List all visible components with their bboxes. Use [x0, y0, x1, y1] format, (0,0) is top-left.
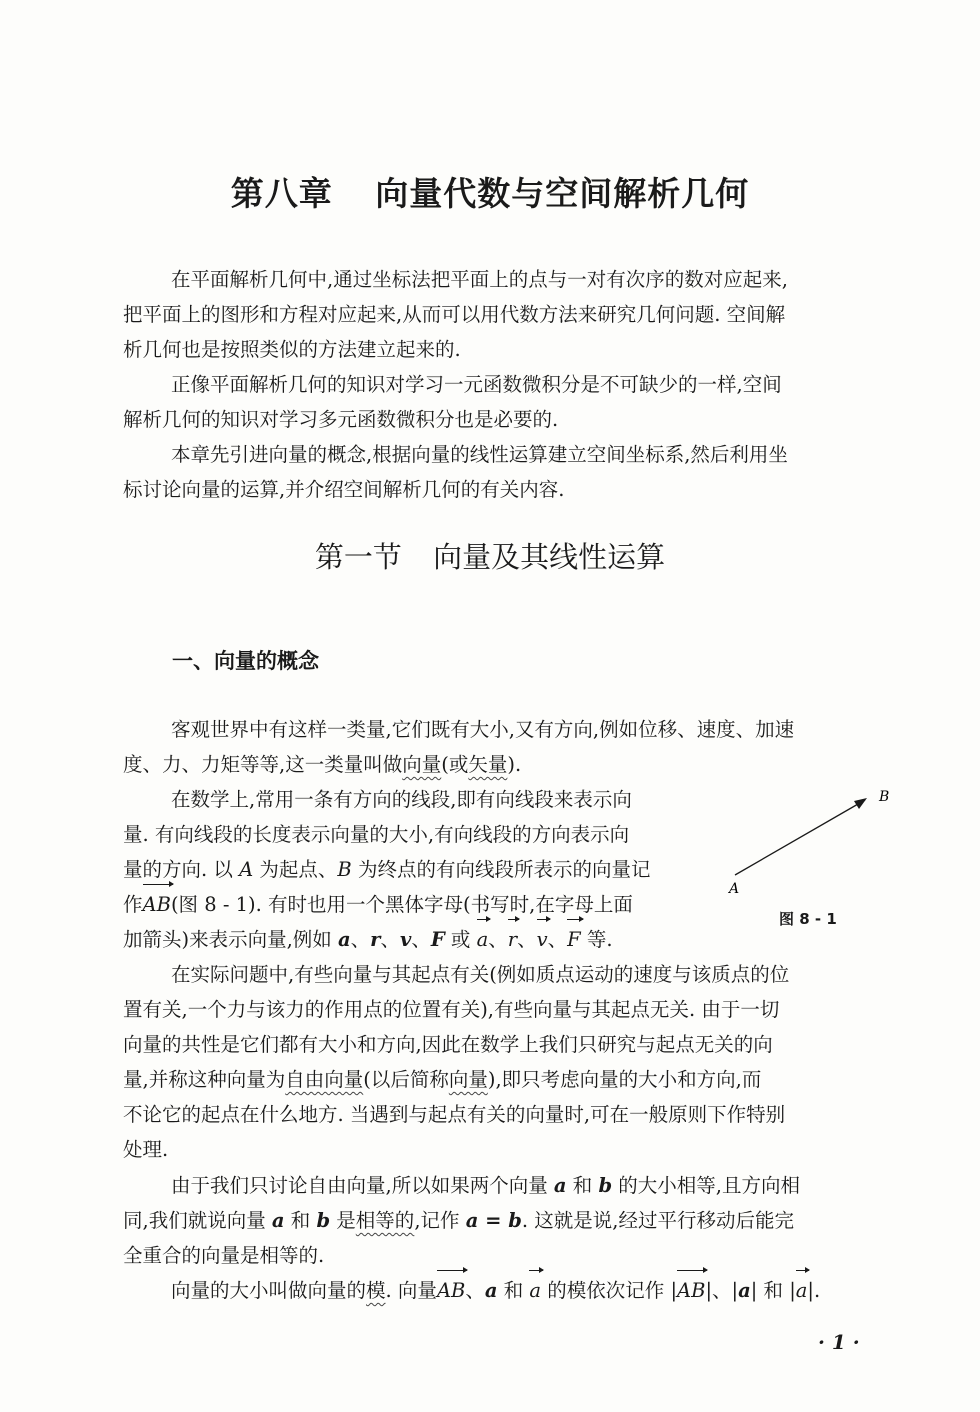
bold-vector-a: a	[553, 1174, 567, 1197]
arrow-vector-v: v	[537, 922, 548, 957]
vector-ab: AB	[143, 887, 171, 922]
text-run: 作	[123, 893, 143, 916]
text-line: 标讨论向量的运算,并介绍空间解析几何的有关内容.	[123, 478, 565, 501]
text-run: 等.	[580, 928, 613, 951]
text-run: (以后简称	[363, 1068, 449, 1091]
text-line: 析几何也是按照类似的方法建立起来的.	[123, 338, 461, 361]
text-run: 量,并称这种向量为	[123, 1068, 286, 1091]
text-run: 、	[465, 1279, 485, 1302]
vector-ab-modulus: AB	[677, 1273, 705, 1308]
text-run: 加箭头)来表示向量,例如	[123, 928, 339, 951]
paragraph-free-vector	[123, 957, 908, 1167]
arrow-vector-a-modulus: a	[796, 1273, 808, 1308]
bold-vector-a: a	[338, 928, 351, 951]
text-run: 的大小相等,且方向相	[612, 1174, 800, 1197]
text-run: . 向量	[385, 1279, 437, 1302]
term-equal: 相等的	[355, 1209, 415, 1232]
text-line: 客观世界中有这样一类量,它们既有大小,又有方向,例如位移、速度、加速	[171, 718, 795, 741]
text-run: 和	[566, 1174, 599, 1197]
bold-vector-r: r	[370, 928, 381, 951]
paragraph-vector-definition	[123, 712, 908, 782]
term-free-vector: 自由向量	[285, 1068, 364, 1091]
text-run: ).	[507, 753, 522, 776]
text-run: 由于我们只讨论自由向量,所以如果两个向量	[171, 1174, 554, 1197]
text-line: 加箭头)来表示向量,例如 a、r、v、F 或 a、r、v、F 等.	[123, 922, 723, 957]
text-line: 本章先引进向量的概念,根据向量的线性运算建立空间坐标系,然后利用坐	[171, 443, 788, 466]
page-number: · 1 ·	[818, 1330, 860, 1354]
paragraph-modulus	[123, 1273, 908, 1308]
text-line: 在平面解析几何中,通过坐标法把平面上的点与一对有次序的数对应起来,	[171, 268, 788, 291]
figure-label-b: B	[879, 789, 890, 805]
bold-vector-b: b	[598, 1174, 613, 1197]
text-run: 同,我们就说向量	[123, 1209, 272, 1232]
text-run: 为起点、	[253, 858, 338, 881]
bold-vector-a-modulus: a	[738, 1279, 751, 1302]
text-run: ),即只考虑向量的大小和方向,而	[487, 1068, 762, 1091]
text-line	[123, 1203, 908, 1238]
equation-a-equals-b: a = b	[465, 1209, 522, 1232]
text-run: (图 8 - 1). 有时也用一个黑体字母(书写时,在字母上面	[170, 893, 633, 916]
chapter-title: 第八章 向量代数与空间解析几何	[230, 174, 750, 213]
intro-paragraph-2	[123, 367, 908, 437]
text-run: 为终点的有向线段所表示的向量记	[351, 858, 651, 881]
text-line: 处理.	[123, 1138, 169, 1161]
text-line: 向量的共性是它们都有大小和方向,因此在数学上我们只研究与起点无关的向	[123, 1033, 773, 1056]
bold-vector-a: a	[484, 1279, 498, 1302]
bold-vector-f: F	[430, 928, 445, 951]
term-modulus: 模	[366, 1279, 386, 1302]
text-run: 是	[330, 1209, 356, 1232]
text-line: 置有关,一个力与该力的作用点的位置有关),有些向量与其起点无关. 由于一切	[123, 998, 780, 1021]
text-line	[123, 1273, 908, 1308]
text-run: |.	[807, 1279, 821, 1302]
text-run: 和	[497, 1279, 530, 1302]
text-line: 解析几何的知识对学习多元函数微积分也是必要的.	[123, 408, 559, 431]
term-vector: 向量	[402, 753, 442, 776]
bold-vector-a: a	[271, 1209, 285, 1232]
figure-label-a: A	[729, 881, 740, 897]
bold-vector-v: v	[399, 928, 412, 951]
text-run: | 和 |	[750, 1279, 796, 1302]
text-run: 的模依次记作 |	[541, 1279, 678, 1302]
point-b: B	[337, 858, 352, 881]
arrow-vector-a: a	[529, 1273, 541, 1308]
text-line: 全重合的向量是相等的.	[123, 1244, 325, 1267]
arrow-vector-a: a	[477, 922, 489, 957]
vector-arrow-line	[735, 800, 865, 875]
term-vector-short: 向量	[448, 1068, 488, 1091]
text-line	[123, 1062, 908, 1097]
arrow-vector-r: r	[508, 922, 517, 957]
text-run: 度、力、力矩等等,这一类量叫做	[123, 753, 403, 776]
vector-ab: AB	[437, 1273, 465, 1308]
text-line: 把平面上的图形和方程对应起来,从而可以用代数方法来研究几何问题. 空间解	[123, 303, 786, 326]
intro-paragraph-3	[123, 437, 908, 507]
text-line: 不论它的起点在什么地方. 当遇到与起点有关的向量时,可在一般原则下作特别	[123, 1103, 786, 1126]
text-line	[123, 747, 908, 782]
term-shiliang: 矢量	[468, 753, 508, 776]
text-line: 在数学上,常用一条有方向的线段,即有向线段来表示向	[171, 788, 632, 811]
section-title: 第一节 向量及其线性运算	[314, 540, 666, 574]
paragraph-directed-segment	[123, 782, 723, 957]
text-run: . 这就是说,经过平行移动后能完	[521, 1209, 795, 1232]
arrowhead-icon	[854, 798, 867, 809]
arrow-vector-f: F	[567, 922, 581, 957]
bold-vector-b: b	[316, 1209, 331, 1232]
text-run: 和	[284, 1209, 317, 1232]
text-line	[123, 852, 723, 887]
text-run: 向量的大小叫做向量的	[171, 1279, 367, 1302]
figure-caption: 图 8 - 1	[779, 910, 837, 928]
text-run: 量的方向. 以	[123, 858, 240, 881]
text-line	[123, 1168, 908, 1203]
text-run: |、|	[705, 1279, 739, 1302]
paragraph-equal-vectors	[123, 1168, 908, 1273]
text-run: ,记作	[414, 1209, 466, 1232]
text-run: (或	[441, 753, 469, 776]
text-run: 或	[444, 928, 477, 951]
text-line: 量. 有向线段的长度表示向量的大小,有向线段的方向表示向	[123, 823, 630, 846]
subsection-title: 一、向量的概念	[172, 649, 319, 673]
point-a: A	[239, 858, 254, 881]
text-line: 在实际问题中,有些向量与其起点有关(例如质点运动的速度与该质点的位	[171, 963, 790, 986]
intro-paragraph-1	[123, 262, 908, 367]
text-line	[123, 887, 723, 922]
text-line: 正像平面解析几何的知识对学习一元函数微积分是不可缺少的一样,空间	[171, 373, 782, 396]
